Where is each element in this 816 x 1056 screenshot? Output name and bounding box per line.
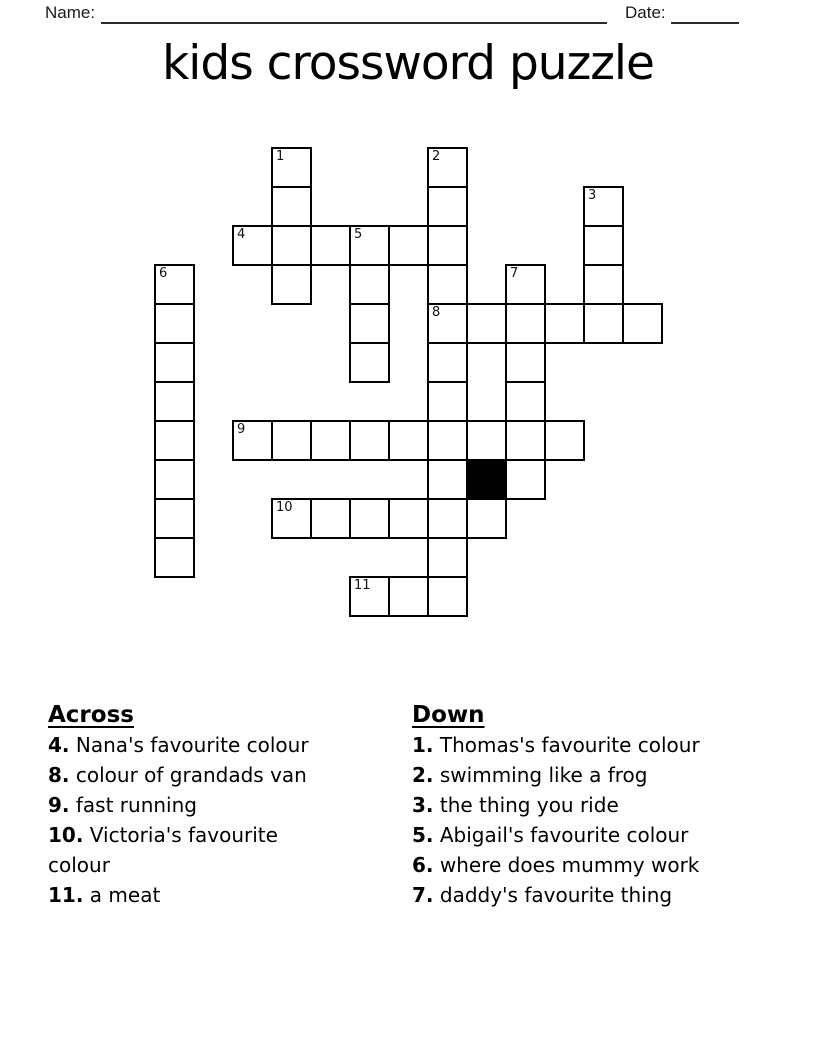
grid-number-3: 3 — [588, 188, 597, 203]
clue-item-number: 1. — [412, 733, 434, 757]
grid-number-6: 6 — [159, 266, 168, 281]
clue-item-number: 6. — [412, 853, 434, 877]
clue-item-text: daddy's favourite thing — [439, 883, 673, 907]
grid-number-8: 8 — [432, 305, 441, 320]
clue-item-text: fast running — [75, 793, 197, 817]
clue-item-number: 7. — [412, 883, 434, 907]
grid-number-10: 10 — [276, 500, 293, 515]
grid-cell[interactable] — [427, 420, 468, 461]
clue-item-text: Thomas's favourite colour — [439, 733, 700, 757]
clue-item-number: 2. — [412, 763, 434, 787]
black-cell — [466, 459, 507, 500]
grid-number-2: 2 — [432, 149, 441, 164]
grid-cell[interactable] — [271, 186, 312, 227]
grid-cell[interactable] — [154, 420, 195, 461]
grid-cell[interactable] — [583, 225, 624, 266]
grid-cell[interactable] — [583, 303, 624, 344]
grid-cell[interactable] — [427, 381, 468, 422]
name-label: Name: — [45, 3, 96, 22]
grid-cell[interactable] — [349, 420, 390, 461]
grid-cell[interactable] — [310, 420, 351, 461]
grid-cell[interactable] — [466, 498, 507, 539]
clue-item-text: where does mummy work — [439, 853, 700, 877]
grid-cell[interactable] — [388, 225, 429, 266]
grid-cell[interactable] — [427, 264, 468, 305]
grid-cell[interactable] — [427, 342, 468, 383]
grid-cell[interactable] — [154, 342, 195, 383]
clue-item — [48, 730, 338, 760]
grid-cell[interactable] — [154, 498, 195, 539]
down-heading: Down — [412, 702, 485, 728]
grid-cell[interactable] — [388, 498, 429, 539]
grid-cell[interactable] — [544, 303, 585, 344]
grid-cell[interactable] — [544, 420, 585, 461]
clue-item-text: Nana's favourite colour — [75, 733, 309, 757]
clue-item-text: colour of grandads van — [75, 763, 307, 787]
grid-number-1: 1 — [276, 149, 285, 164]
grid-cell[interactable] — [349, 342, 390, 383]
across-clues-section — [48, 700, 338, 910]
clue-item — [412, 880, 792, 910]
clue-item-text: swimming like a frog — [439, 763, 648, 787]
grid-cell[interactable] — [466, 420, 507, 461]
grid-number-11: 11 — [354, 578, 371, 593]
grid-cell[interactable] — [505, 459, 546, 500]
grid-cell[interactable] — [388, 420, 429, 461]
grid-cell[interactable] — [271, 420, 312, 461]
grid-cell[interactable] — [505, 303, 546, 344]
grid-cell[interactable] — [154, 381, 195, 422]
grid-cell[interactable] — [427, 498, 468, 539]
clue-item — [48, 760, 338, 790]
across-clue-list — [48, 730, 338, 910]
clue-item — [412, 820, 792, 850]
across-heading: Across — [48, 702, 134, 728]
grid-cell[interactable] — [427, 537, 468, 578]
grid-cell[interactable] — [427, 459, 468, 500]
grid-cell[interactable] — [427, 225, 468, 266]
grid-cell[interactable] — [505, 342, 546, 383]
grid-cell[interactable] — [427, 576, 468, 617]
grid-cell[interactable] — [388, 576, 429, 617]
clue-item-number: 9. — [48, 793, 70, 817]
down-clue-list — [412, 730, 792, 910]
grid-cell[interactable] — [505, 381, 546, 422]
clue-item-number: 3. — [412, 793, 434, 817]
grid-number-5: 5 — [354, 227, 363, 242]
grid-cell[interactable] — [583, 264, 624, 305]
grid-cell[interactable] — [271, 225, 312, 266]
grid-number-9: 9 — [237, 422, 246, 437]
grid-cell[interactable] — [154, 459, 195, 500]
clue-item — [412, 730, 792, 760]
clue-item-text: the thing you ride — [439, 793, 619, 817]
clue-item-number: 10. — [48, 823, 84, 847]
grid-cell[interactable] — [349, 264, 390, 305]
clue-item-text: Abigail's favourite colour — [439, 823, 689, 847]
clue-item-number: 4. — [48, 733, 70, 757]
grid-cell[interactable] — [154, 537, 195, 578]
grid-cell[interactable] — [622, 303, 663, 344]
grid-cell[interactable] — [349, 303, 390, 344]
clue-item — [48, 790, 338, 820]
grid-cell[interactable] — [154, 303, 195, 344]
down-clues-section — [412, 700, 792, 910]
grid-number-4: 4 — [237, 227, 246, 242]
date-label: Date: — [625, 3, 666, 22]
clue-item — [48, 820, 338, 880]
clue-item — [412, 790, 792, 820]
grid-cell[interactable] — [310, 498, 351, 539]
page-title: kids crossword puzzle — [162, 36, 654, 91]
clue-item-text: a meat — [89, 883, 161, 907]
clue-item-text: Victoria's favourite colour — [48, 823, 278, 877]
clue-item — [412, 850, 792, 880]
grid-cell[interactable] — [349, 498, 390, 539]
grid-cell[interactable] — [466, 303, 507, 344]
clue-item-number: 11. — [48, 883, 84, 907]
clue-item — [412, 760, 792, 790]
grid-number-7: 7 — [510, 266, 519, 281]
clue-item — [48, 880, 338, 910]
grid-cell[interactable] — [310, 225, 351, 266]
grid-cell[interactable] — [427, 186, 468, 227]
grid-cell[interactable] — [271, 264, 312, 305]
clue-item-number: 5. — [412, 823, 434, 847]
grid-cell[interactable] — [505, 420, 546, 461]
clue-item-number: 8. — [48, 763, 70, 787]
